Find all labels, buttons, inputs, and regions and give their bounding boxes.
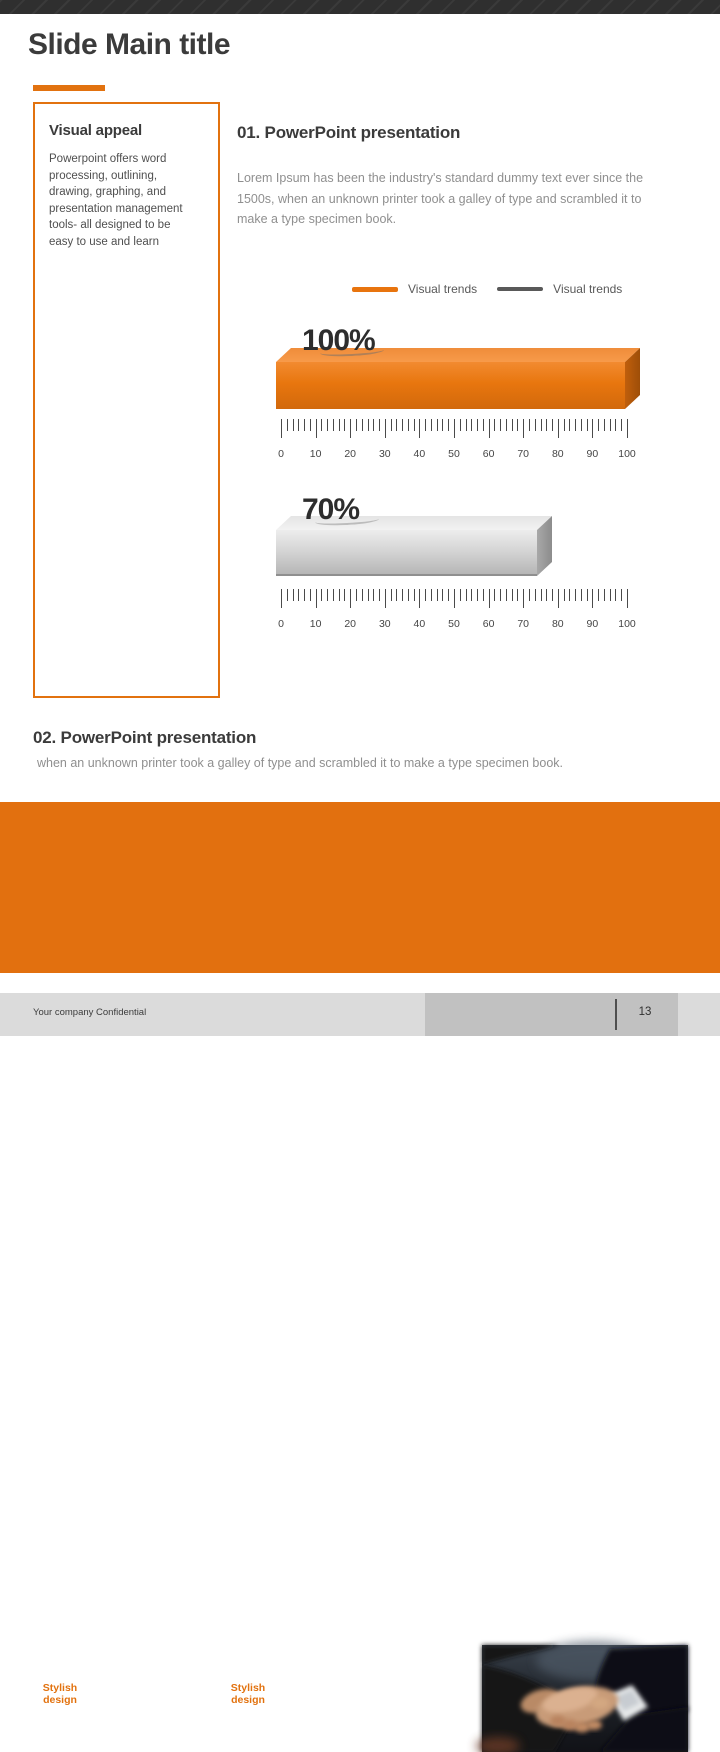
ruler-tick (598, 419, 599, 431)
ruler-tick (431, 589, 432, 601)
ruler-tick (402, 419, 403, 431)
ruler-tick (391, 589, 392, 601)
ruler-tick (321, 419, 322, 431)
ruler-tick (414, 419, 415, 431)
ruler-tick (610, 589, 611, 601)
ruler-tick (604, 589, 605, 601)
ruler-tick (431, 419, 432, 431)
ruler-tick (523, 589, 524, 608)
page-number: 13 (638, 1006, 652, 1018)
ruler-tick (581, 589, 582, 601)
visual-appeal-box (33, 102, 220, 698)
ruler-tick (558, 419, 559, 438)
ruler-tick (298, 589, 299, 601)
ruler-tick (529, 419, 530, 431)
ruler-tick (621, 589, 622, 601)
ruler-tick (408, 589, 409, 601)
visual-appeal-box-body: Powerpoint offers word processing, outlining, drawing, graphing, and presentation management tools- all designed to be easy to use and learn (49, 153, 183, 248)
ruler-tick (506, 589, 507, 601)
ruler-tick (500, 589, 501, 601)
ruler-tick (552, 589, 553, 601)
ruler-tick (396, 419, 397, 431)
ruler-tick (368, 589, 369, 601)
ruler-tick (466, 419, 467, 431)
ruler-tick (310, 419, 311, 431)
tick-label: 60 (482, 448, 495, 460)
ruler-ticks (281, 419, 627, 438)
ruler-tick (604, 419, 605, 431)
tick-label: 10 (309, 448, 322, 460)
ruler-tick (350, 419, 351, 438)
ruler-tick (437, 419, 438, 431)
ruler-tick (460, 419, 461, 431)
legend-swatch-orange (352, 287, 398, 292)
visual-appeal-box-title: Visual appeal (49, 122, 143, 139)
ruler-tick (471, 419, 472, 431)
process-circle-3-label: Stylish design (230, 1682, 266, 1706)
ruler-tick (414, 589, 415, 601)
ruler-tick (483, 419, 484, 431)
ruler-tick (494, 589, 495, 601)
ruler-tick (396, 589, 397, 601)
ruler-tick (437, 589, 438, 601)
process-circle-1 (35, 1669, 85, 1719)
ruler-tick (442, 419, 443, 431)
ruler-tick (512, 589, 513, 601)
process-circle-1-label: Stylish design (42, 1682, 78, 1706)
ruler-tick (477, 419, 478, 431)
ruler-tick (327, 589, 328, 601)
ruler-tick (293, 589, 294, 601)
ruler-tick (552, 419, 553, 431)
ruler-tick (541, 419, 542, 431)
tick-label: 40 (413, 618, 426, 630)
ruler-tick-labels (278, 618, 636, 632)
ruler-tick (293, 419, 294, 431)
ruler-tick (373, 589, 374, 601)
page-title: Slide Main title (28, 28, 231, 61)
ruler-tick (356, 589, 357, 601)
ruler-tick (483, 589, 484, 601)
tick-label: 100 (618, 448, 636, 460)
ruler-tick (546, 589, 547, 601)
tick-label: 40 (413, 448, 426, 460)
arrow-right-icon (88, 1689, 114, 1703)
ruler-tick (517, 589, 518, 601)
tick-label: 30 (378, 618, 391, 630)
process-circle-3 (223, 1669, 273, 1719)
ruler-tick (310, 589, 311, 601)
ruler-tick (287, 419, 288, 431)
ruler-tick (281, 589, 282, 608)
ruler-tick (489, 419, 490, 438)
ruler-tick (575, 419, 576, 431)
band-heading: Visual appeal (297, 1654, 393, 1671)
ruler-axis-1 (278, 419, 636, 462)
ruler-tick-labels (278, 448, 636, 462)
legend-label-1: Visual trends (408, 282, 478, 296)
ruler-tick (321, 589, 322, 601)
ruler-tick (627, 589, 628, 608)
tick-label: 80 (551, 448, 564, 460)
ruler-tick (339, 419, 340, 431)
tick-label: 0 (278, 448, 284, 460)
ruler-tick (569, 419, 570, 431)
ruler-tick (385, 419, 386, 438)
ruler-tick (408, 419, 409, 431)
ruler-tick (489, 589, 490, 608)
section1-heading: 01. PowerPoint presentation (237, 123, 461, 142)
ruler-tick (541, 589, 542, 601)
ruler-tick (564, 419, 565, 431)
ruler-tick (316, 419, 317, 438)
bar-orange-front-face (276, 362, 625, 409)
ruler-tick (316, 589, 317, 608)
ruler-tick (385, 589, 386, 608)
ruler-tick (379, 589, 380, 601)
ruler-tick (621, 419, 622, 431)
ruler-tick (546, 419, 547, 431)
tick-label: 50 (448, 448, 460, 460)
bar-orange-value-label: 100% (302, 324, 375, 357)
bar-gray-value-label: 70% (302, 493, 360, 526)
ruler-tick (615, 419, 616, 431)
tick-label: 60 (482, 618, 495, 630)
ruler-tick (500, 419, 501, 431)
tick-label: 100 (618, 618, 636, 630)
ruler-tick (379, 419, 380, 431)
ruler-tick (471, 589, 472, 601)
ruler-tick (575, 589, 576, 601)
tick-label: 90 (586, 618, 599, 630)
ruler-tick (339, 589, 340, 601)
section2-body: when an unknown printer took a galley of type and scrambled it to make a type specimen book. (37, 756, 563, 770)
ruler-tick (529, 589, 530, 601)
ruler-tick (448, 589, 449, 601)
ruler-tick (333, 589, 334, 601)
bar-gray-front-face (276, 530, 537, 576)
ruler-tick (587, 419, 588, 431)
ruler-tick (587, 589, 588, 601)
ruler-tick (419, 419, 420, 438)
ruler-tick (425, 589, 426, 601)
ruler-tick (460, 589, 461, 601)
ruler-tick (581, 419, 582, 431)
ruler-axis-2 (278, 589, 636, 632)
process-circle-2-label: Visual appeal (142, 1682, 176, 1706)
ruler-tick (610, 419, 611, 431)
band-body: Powerpoint offers word processing, outlining, drawing, graphing. (297, 1682, 415, 1728)
arrow-right-icon (192, 1689, 218, 1703)
process-circle-2 (131, 1666, 187, 1722)
section2-heading: 02. PowerPoint presentation (33, 728, 257, 747)
tick-label: 30 (378, 448, 391, 460)
ruler-tick (362, 589, 363, 601)
ruler-tick (506, 419, 507, 431)
title-underline (33, 85, 105, 91)
ruler-tick (592, 589, 593, 608)
tick-label: 50 (448, 618, 460, 630)
tick-label: 70 (517, 618, 530, 630)
section1-body: Lorem Ipsum has been the industry's standard dummy text ever since the 1500s, when an unknown printer took a galley of type and scrambled it to make a type specimen book. (237, 171, 644, 226)
ruler-tick (558, 589, 559, 608)
ruler-tick (454, 419, 455, 438)
ruler-tick (512, 419, 513, 431)
ruler-tick (402, 589, 403, 601)
ruler-tick (362, 419, 363, 431)
ruler-tick (535, 419, 536, 431)
ruler-tick (391, 419, 392, 431)
tick-label: 20 (344, 618, 357, 630)
ruler-tick (615, 589, 616, 601)
ruler-tick (592, 419, 593, 438)
legend-label-2: Visual trends (553, 282, 623, 296)
chart-legend (352, 282, 622, 296)
ruler-tick (368, 419, 369, 431)
ruler-tick (477, 589, 478, 601)
bar-gray-bottom-edge (276, 574, 537, 576)
ruler-tick (564, 589, 565, 601)
ruler-tick (523, 419, 524, 438)
ruler-tick (304, 589, 305, 601)
tick-label: 20 (344, 448, 357, 460)
ruler-tick (627, 419, 628, 438)
ruler-tick (350, 589, 351, 608)
tick-label: 80 (551, 618, 564, 630)
ruler-tick (569, 589, 570, 601)
ruler-tick (494, 419, 495, 431)
ruler-tick (442, 589, 443, 601)
ruler-tick (298, 419, 299, 431)
ruler-tick (356, 419, 357, 431)
ruler-tick (425, 419, 426, 431)
ruler-tick (333, 419, 334, 431)
tick-label: 90 (586, 448, 599, 460)
ruler-tick (454, 589, 455, 608)
ruler-ticks (281, 589, 627, 608)
ruler-tick (466, 589, 467, 601)
ruler-tick (419, 589, 420, 608)
ruler-tick (281, 419, 282, 438)
ruler-tick (598, 589, 599, 601)
ruler-tick (327, 419, 328, 431)
ruler-tick (287, 589, 288, 601)
ruler-tick (344, 589, 345, 601)
handshake-photo (482, 1645, 688, 1752)
ruler-tick (535, 589, 536, 601)
ruler-tick (304, 419, 305, 431)
footer-confidential-text: Your company Confidential (33, 1007, 147, 1018)
legend-swatch-gray (497, 287, 543, 291)
ruler-tick (448, 419, 449, 431)
tick-label: 0 (278, 618, 284, 630)
ruler-tick (517, 419, 518, 431)
ruler-tick (344, 419, 345, 431)
tick-label: 10 (309, 618, 322, 630)
band-divider (455, 1651, 457, 1744)
top-texture-bar (0, 0, 720, 14)
ruler-tick (373, 419, 374, 431)
tick-label: 70 (517, 448, 530, 460)
